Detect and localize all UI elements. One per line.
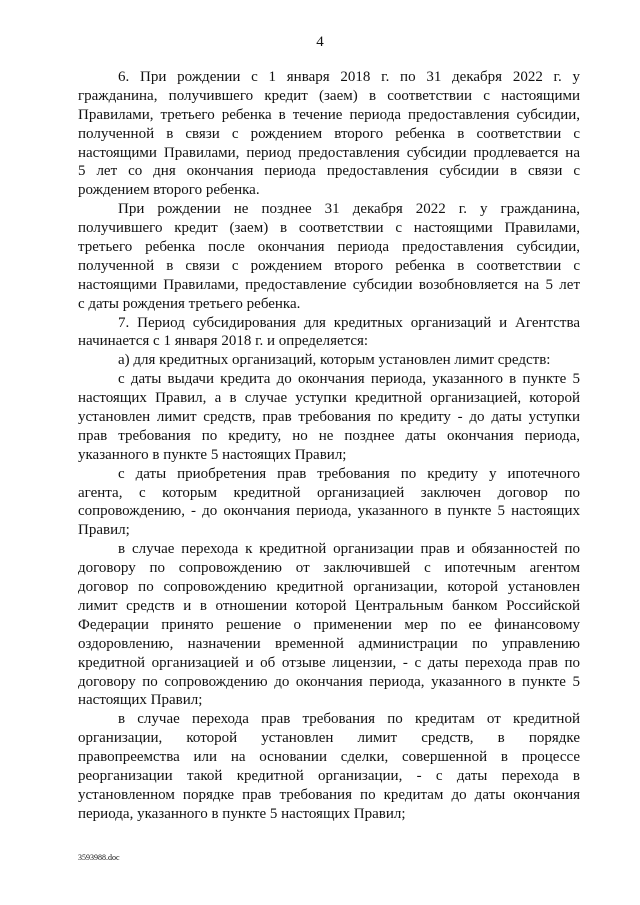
text-line: установленном порядке прав требования по кредитам до даты окончания	[78, 786, 580, 803]
document-body	[78, 68, 580, 824]
text-line: Федерации принято решение о применении мер по ее финансовому	[78, 616, 580, 633]
text-line: а) для кредитных организаций, которым установлен лимит средств:	[118, 352, 551, 369]
text-line: полученной в связи с рождением второго ребенка в соответствии с	[78, 125, 580, 142]
text-line: Правилами, третьего ребенка в течение периода предоставления субсидии,	[78, 106, 580, 123]
text-line: получившего кредит (заем) в соответствии с настоящими Правилами,	[78, 220, 580, 237]
paragraph	[78, 540, 580, 710]
text-line: полученной в связи с рождением второго ребенка в соответствии с	[78, 257, 580, 274]
text-line: 6. При рождении с 1 января 2018 г. по 31 декабря 2022 г. у	[118, 69, 580, 85]
text-line: договор по сопровождению кредитной организации, которой установлен	[78, 579, 580, 596]
text-line: сопровождению, - до окончания периода, указанного в пункте 5 настоящих	[78, 503, 580, 520]
text-line: третьего ребенка после окончания периода предоставления субсидии,	[78, 239, 580, 256]
text-line: с даты рождения третьего ребенка.	[78, 295, 301, 312]
text-line: в случае перехода к кредитной организации прав и обязанностей по	[118, 541, 580, 558]
text-line: в случае перехода прав требования по кредитам от кредитной	[118, 711, 580, 728]
text-line: При рождении не позднее 31 декабря 2022 г. у гражданина,	[118, 201, 580, 218]
text-line: договору по сопровождению до окончания периода, указанного в пункте 5	[78, 673, 580, 690]
file-name-footer: 3593988.doc	[78, 853, 120, 862]
text-line: агента, с которым кредитной организацией заключен договор по	[78, 484, 580, 501]
paragraph	[78, 68, 580, 200]
paragraph	[78, 710, 580, 823]
text-line: реорганизации такой кредитной организации, - с даты перехода в	[78, 767, 580, 784]
text-line: периода, указанного в пункте 5 настоящих Правил;	[78, 805, 406, 822]
text-line: правопреемства или на основании сделки, совершенной в процессе	[78, 749, 580, 766]
text-line: договору по сопровождению от заключившей с ипотечным агентом	[78, 560, 580, 577]
paragraph	[78, 200, 580, 313]
text-line: оздоровлению, назначении временной администрации по управлению	[78, 635, 580, 652]
text-line: 5 лет со дня окончания периода предоставления субсидии в связи с	[78, 163, 580, 180]
page-number: 4	[316, 34, 324, 50]
text-line: гражданина, получившего кредит (заем) в соответствии с настоящими	[78, 87, 580, 104]
text-line: прав требования по кредиту, но не позднее даты окончания периода,	[78, 427, 580, 444]
text-line: рождением второго ребенка.	[78, 182, 260, 199]
text-line: настоящих Правил, а в случае уступки кредитной организацией, которой	[78, 390, 580, 407]
text-line: настоящими Правилами, период предоставления субсидии продлевается на	[78, 144, 580, 161]
paragraph	[78, 465, 580, 541]
text-line: организации, которой установлен лимит средств, в порядке	[78, 730, 580, 747]
text-line: настоящими Правилами, предоставление субсидии возобновляется на 5 лет	[78, 276, 580, 293]
text-line: начинается с 1 января 2018 г. и определяется:	[78, 333, 369, 350]
text-line: кредитной организацией и об отзыве лицензии, - с даты перехода прав по	[78, 654, 580, 671]
text-line: 7. Период субсидирования для кредитных организаций и Агентства	[118, 314, 580, 331]
paragraph	[78, 370, 580, 464]
text-line: установлен лимит средств, прав требования по кредиту - до даты уступки	[78, 409, 580, 426]
text-line: Правил;	[78, 522, 130, 539]
text-line: указанного в пункте 5 настоящих Правил;	[78, 446, 347, 463]
paragraph	[78, 351, 580, 370]
text-line: с даты приобретения прав требования по кредиту у ипотечного	[118, 465, 580, 482]
paragraph	[78, 314, 580, 352]
text-line: настоящих Правил;	[78, 692, 203, 709]
text-line: лимит средств и в отношении которой Центральным банком Российской	[78, 597, 580, 614]
text-line: с даты выдачи кредита до окончания периода, указанного в пункте 5	[118, 371, 580, 388]
